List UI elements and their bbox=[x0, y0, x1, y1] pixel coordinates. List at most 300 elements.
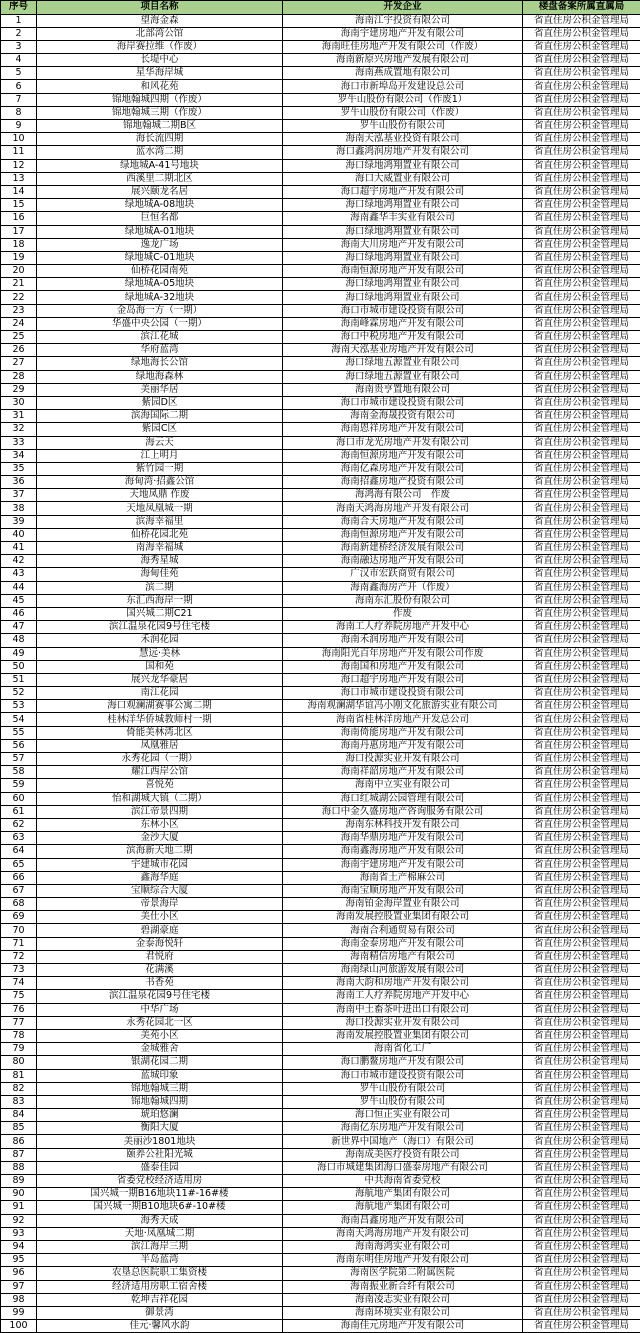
cell-project-name: 帝景海岸 bbox=[37, 898, 283, 911]
cell-index: 78 bbox=[1, 1029, 37, 1042]
cell-developer: 海南凌志实业有限公司 bbox=[283, 1293, 523, 1306]
cell-index: 39 bbox=[1, 515, 37, 528]
table-row bbox=[1, 225, 640, 238]
cell-bureau: 省直住房公积金管理局 bbox=[523, 1320, 640, 1333]
cell-project-name: 永秀花园北一区 bbox=[37, 1016, 283, 1029]
cell-bureau: 省直住房公积金管理局 bbox=[523, 634, 640, 647]
table-row bbox=[1, 476, 640, 489]
cell-index: 91 bbox=[1, 1201, 37, 1214]
cell-developer: 海南禾润房地产开发有限公司 bbox=[283, 634, 523, 647]
table-row bbox=[1, 858, 640, 871]
cell-bureau: 省直住房公积金管理局 bbox=[523, 1293, 640, 1306]
cell-developer: 海口市新埠岛开发建设总公司 bbox=[283, 80, 523, 93]
cell-project-name: 望海金森 bbox=[37, 14, 283, 27]
cell-index: 21 bbox=[1, 278, 37, 291]
table-row bbox=[1, 159, 640, 172]
table-row bbox=[1, 120, 640, 133]
cell-project-name: 滨二期 bbox=[37, 581, 283, 594]
table-row bbox=[1, 542, 640, 555]
table-row bbox=[1, 1201, 640, 1214]
cell-index: 97 bbox=[1, 1280, 37, 1293]
cell-developer: 海南天鸿海房地产开发有限公司 bbox=[283, 1227, 523, 1240]
cell-project-name: 倚能美林湾北区 bbox=[37, 726, 283, 739]
table-row bbox=[1, 291, 640, 304]
cell-developer: 海口鹏鳌房地产开发有限公司 bbox=[283, 1056, 523, 1069]
cell-bureau: 省直住房公积金管理局 bbox=[523, 331, 640, 344]
cell-bureau: 省直住房公积金管理局 bbox=[523, 146, 640, 159]
table-row bbox=[1, 1188, 640, 1201]
cell-index: 82 bbox=[1, 1082, 37, 1095]
cell-project-name: 展兴颐龙名居 bbox=[37, 185, 283, 198]
cell-developer: 海南恒源房地产开发有限公司 bbox=[283, 265, 523, 278]
table-row bbox=[1, 14, 640, 27]
cell-index: 50 bbox=[1, 660, 37, 673]
header-developer: 开发企业 bbox=[283, 1, 523, 15]
cell-project-name: 佳元·馨风水韵 bbox=[37, 1320, 283, 1333]
cell-bureau: 省直住房公积金管理局 bbox=[523, 225, 640, 238]
cell-bureau: 省直住房公积金管理局 bbox=[523, 687, 640, 700]
cell-index: 44 bbox=[1, 581, 37, 594]
table-body bbox=[1, 14, 640, 1333]
cell-project-name: 海长流四期 bbox=[37, 133, 283, 146]
cell-bureau: 省直住房公积金管理局 bbox=[523, 449, 640, 462]
cell-developer: 海南东明佳房地产开发有限公司 bbox=[283, 1254, 523, 1267]
cell-index: 3 bbox=[1, 40, 37, 53]
cell-developer: 海鸿海有限公司 作废 bbox=[283, 489, 523, 502]
table-row bbox=[1, 331, 640, 344]
cell-project-name: 西溪里二期北区 bbox=[37, 172, 283, 185]
table-row bbox=[1, 410, 640, 423]
cell-bureau: 省直住房公积金管理局 bbox=[523, 476, 640, 489]
cell-index: 71 bbox=[1, 937, 37, 950]
cell-index: 53 bbox=[1, 700, 37, 713]
cell-bureau: 省直住房公积金管理局 bbox=[523, 990, 640, 1003]
cell-project-name: 金沙大厦 bbox=[37, 832, 283, 845]
cell-index: 100 bbox=[1, 1320, 37, 1333]
cell-index: 55 bbox=[1, 726, 37, 739]
cell-project-name: 书香苑 bbox=[37, 977, 283, 990]
table-row bbox=[1, 449, 640, 462]
table-row bbox=[1, 304, 640, 317]
table-row bbox=[1, 528, 640, 541]
cell-developer: 海口绿地鸿翔置业有限公司 bbox=[283, 159, 523, 172]
cell-project-name: 绿地城A-05地块 bbox=[37, 278, 283, 291]
cell-developer: 海南祥韶房地产开发有限公司 bbox=[283, 766, 523, 779]
cell-project-name: 海岸赛拉维（作废） bbox=[37, 40, 283, 53]
cell-developer: 海口绿地鸿翔置业有限公司 bbox=[283, 291, 523, 304]
table-row bbox=[1, 766, 640, 779]
cell-index: 14 bbox=[1, 185, 37, 198]
cell-index: 38 bbox=[1, 502, 37, 515]
cell-index: 54 bbox=[1, 713, 37, 726]
cell-index: 16 bbox=[1, 212, 37, 225]
table-row bbox=[1, 396, 640, 409]
cell-index: 99 bbox=[1, 1306, 37, 1319]
table-row bbox=[1, 317, 640, 330]
table-row bbox=[1, 1056, 640, 1069]
cell-developer: 海南省化工厂 bbox=[283, 1043, 523, 1056]
cell-developer: 海南旺佳房地产开发有限公司（作废） bbox=[283, 40, 523, 53]
cell-project-name: 天地凤鼎 作废 bbox=[37, 489, 283, 502]
cell-developer: 海口中金久盛房地产咨询服务有限公司 bbox=[283, 805, 523, 818]
cell-developer: 海南省土产棉麻公司 bbox=[283, 871, 523, 884]
table-row bbox=[1, 607, 640, 620]
cell-developer: 海口绿地鸿翔置业有限公司 bbox=[283, 225, 523, 238]
cell-index: 76 bbox=[1, 1003, 37, 1016]
table-row bbox=[1, 357, 640, 370]
cell-index: 79 bbox=[1, 1043, 37, 1056]
cell-developer: 海南倚能房地产开发有限公司 bbox=[283, 726, 523, 739]
cell-index: 73 bbox=[1, 964, 37, 977]
cell-developer: 海口恒正实业有限公司 bbox=[283, 1109, 523, 1122]
cell-bureau: 省直住房公积金管理局 bbox=[523, 1003, 640, 1016]
cell-developer: 海口市城市建设投资有限公司 bbox=[283, 1069, 523, 1082]
cell-bureau: 省直住房公积金管理局 bbox=[523, 594, 640, 607]
cell-bureau: 省直住房公积金管理局 bbox=[523, 67, 640, 80]
table-row bbox=[1, 1175, 640, 1188]
cell-project-name: 紫园D区 bbox=[37, 396, 283, 409]
cell-index: 72 bbox=[1, 950, 37, 963]
cell-bureau: 省直住房公积金管理局 bbox=[523, 1056, 640, 1069]
cell-index: 85 bbox=[1, 1122, 37, 1135]
cell-bureau: 省直住房公积金管理局 bbox=[523, 673, 640, 686]
table-row bbox=[1, 594, 640, 607]
cell-developer: 海口鑫鸿润房地产开发有限公司 bbox=[283, 146, 523, 159]
header-project-name: 项目名称 bbox=[37, 1, 283, 15]
cell-index: 74 bbox=[1, 977, 37, 990]
cell-bureau: 省直住房公积金管理局 bbox=[523, 515, 640, 528]
cell-bureau: 省直住房公积金管理局 bbox=[523, 120, 640, 133]
cell-project-name: 天地凤凰城一期 bbox=[37, 502, 283, 515]
cell-index: 42 bbox=[1, 555, 37, 568]
cell-project-name: 滨江温泉花园9号住宅楼 bbox=[37, 621, 283, 634]
cell-developer: 中共海南省委党校 bbox=[283, 1175, 523, 1188]
cell-project-name: 美仕小区 bbox=[37, 911, 283, 924]
cell-project-name: 东汇西海岸一期 bbox=[37, 594, 283, 607]
cell-developer: 海南华鼎房地产开发有限公司 bbox=[283, 832, 523, 845]
cell-project-name: 海甸湾·招鑫公馆 bbox=[37, 476, 283, 489]
cell-bureau: 省直住房公积金管理局 bbox=[523, 1227, 640, 1240]
cell-developer: 广汉市宏跃商贸有限公司 bbox=[283, 568, 523, 581]
cell-index: 49 bbox=[1, 647, 37, 660]
table-row bbox=[1, 1280, 640, 1293]
cell-bureau: 省直住房公积金管理局 bbox=[523, 1254, 640, 1267]
cell-developer: 海南丹惠房地产开发有限公司 bbox=[283, 739, 523, 752]
cell-developer: 海南绿山河旅游发展有限公司 bbox=[283, 964, 523, 977]
cell-bureau: 省直住房公积金管理局 bbox=[523, 792, 640, 805]
cell-developer: 海南工人疗养院房地产开发中心 bbox=[283, 621, 523, 634]
cell-index: 80 bbox=[1, 1056, 37, 1069]
cell-index: 15 bbox=[1, 199, 37, 212]
cell-project-name: 颐养公社阳光城 bbox=[37, 1148, 283, 1161]
cell-project-name: 海秀天成 bbox=[37, 1214, 283, 1227]
cell-project-name: 绿地城A-32地块 bbox=[37, 291, 283, 304]
cell-index: 89 bbox=[1, 1175, 37, 1188]
cell-index: 5 bbox=[1, 67, 37, 80]
cell-bureau: 省直住房公积金管理局 bbox=[523, 304, 640, 317]
cell-bureau: 省直住房公积金管理局 bbox=[523, 357, 640, 370]
cell-project-name: 南江花园 bbox=[37, 687, 283, 700]
cell-developer: 海口市龙光房地产开发有限公司 bbox=[283, 436, 523, 449]
table-row bbox=[1, 133, 640, 146]
cell-bureau: 省直住房公积金管理局 bbox=[523, 1214, 640, 1227]
cell-developer: 海口大威置业有限公司 bbox=[283, 172, 523, 185]
cell-developer: 海南天泓基业投资有限公司 bbox=[283, 133, 523, 146]
table-row bbox=[1, 1016, 640, 1029]
table-row bbox=[1, 964, 640, 977]
cell-bureau: 省直住房公积金管理局 bbox=[523, 1306, 640, 1319]
cell-developer: 海航地产集团有限公司 bbox=[283, 1201, 523, 1214]
cell-developer: 海口绿地鸿翔置业有限公司 bbox=[283, 278, 523, 291]
cell-developer: 海口投源实业开发有限公司 bbox=[283, 753, 523, 766]
cell-developer: 海南宇建房地产开发有限公司 bbox=[283, 27, 523, 40]
cell-project-name: 禾润花园 bbox=[37, 634, 283, 647]
table-row bbox=[1, 911, 640, 924]
table-row bbox=[1, 502, 640, 515]
cell-index: 69 bbox=[1, 911, 37, 924]
cell-developer: 海南融达房地产开发有限公司 bbox=[283, 555, 523, 568]
cell-bureau: 省直住房公积金管理局 bbox=[523, 1280, 640, 1293]
cell-index: 66 bbox=[1, 871, 37, 884]
cell-developer: 海口绿地鸿翔置业有限公司 bbox=[283, 251, 523, 264]
cell-index: 65 bbox=[1, 858, 37, 871]
cell-project-name: 经济适用房职工宿舍楼 bbox=[37, 1280, 283, 1293]
cell-project-name: 美苑小区 bbox=[37, 1029, 283, 1042]
cell-bureau: 省直住房公积金管理局 bbox=[523, 607, 640, 620]
table-row bbox=[1, 924, 640, 937]
cell-index: 87 bbox=[1, 1148, 37, 1161]
table-row bbox=[1, 792, 640, 805]
cell-developer: 海口绿地五源置业有限公司 bbox=[283, 370, 523, 383]
table-row bbox=[1, 383, 640, 396]
cell-bureau: 省直住房公积金管理局 bbox=[523, 964, 640, 977]
table-row bbox=[1, 106, 640, 119]
table-row bbox=[1, 27, 640, 40]
cell-project-name: 巨恒名都 bbox=[37, 212, 283, 225]
cell-bureau: 省直住房公积金管理局 bbox=[523, 436, 640, 449]
cell-developer: 罗牛山股份有限公司 bbox=[283, 120, 523, 133]
table-row bbox=[1, 845, 640, 858]
cell-index: 61 bbox=[1, 805, 37, 818]
cell-developer: 海南发展控股置业集团有限公司 bbox=[283, 1029, 523, 1042]
cell-bureau: 省直住房公积金管理局 bbox=[523, 898, 640, 911]
cell-project-name: 蓝水湾二期 bbox=[37, 146, 283, 159]
cell-index: 28 bbox=[1, 370, 37, 383]
cell-developer: 海南阳光百年房地产开发有限公司作废 bbox=[283, 647, 523, 660]
table-row bbox=[1, 871, 640, 884]
cell-project-name: 桂林洋华侨城教师村一期 bbox=[37, 713, 283, 726]
cell-developer: 海南环境实业有限公司 bbox=[283, 1306, 523, 1319]
cell-index: 94 bbox=[1, 1240, 37, 1253]
cell-bureau: 省直住房公积金管理局 bbox=[523, 528, 640, 541]
cell-project-name: 展兴龙华豪居 bbox=[37, 673, 283, 686]
cell-index: 23 bbox=[1, 304, 37, 317]
cell-developer: 海南精信房地产有限公司 bbox=[283, 950, 523, 963]
cell-developer: 海口超宇房地产开发有限公司 bbox=[283, 185, 523, 198]
cell-index: 52 bbox=[1, 687, 37, 700]
cell-project-name: 滨江帝景四期 bbox=[37, 805, 283, 818]
cell-developer: 海南成美医疗投资有限公司 bbox=[283, 1148, 523, 1161]
cell-index: 63 bbox=[1, 832, 37, 845]
cell-bureau: 省直住房公积金管理局 bbox=[523, 713, 640, 726]
table-row bbox=[1, 673, 640, 686]
cell-project-name: 锦地翰城三期 bbox=[37, 1082, 283, 1095]
cell-bureau: 省直住房公积金管理局 bbox=[523, 884, 640, 897]
table-row bbox=[1, 1109, 640, 1122]
table-row bbox=[1, 80, 640, 93]
table-row bbox=[1, 199, 640, 212]
table-row bbox=[1, 185, 640, 198]
cell-project-name: 紫竹园一期 bbox=[37, 462, 283, 475]
cell-index: 60 bbox=[1, 792, 37, 805]
cell-bureau: 省直住房公积金管理局 bbox=[523, 568, 640, 581]
cell-bureau: 省直住房公积金管理局 bbox=[523, 660, 640, 673]
table-row bbox=[1, 832, 640, 845]
table-row bbox=[1, 660, 640, 673]
cell-project-name: 半岛蓝湾 bbox=[37, 1254, 283, 1267]
cell-project-name: 绿地海森林 bbox=[37, 370, 283, 383]
cell-project-name: 华府蓝湾 bbox=[37, 344, 283, 357]
cell-index: 83 bbox=[1, 1095, 37, 1108]
cell-developer: 海南中立实业有限公司 bbox=[283, 779, 523, 792]
cell-index: 24 bbox=[1, 317, 37, 330]
cell-project-name: 国和苑 bbox=[37, 660, 283, 673]
cell-index: 8 bbox=[1, 106, 37, 119]
cell-bureau: 省直住房公积金管理局 bbox=[523, 185, 640, 198]
cell-index: 96 bbox=[1, 1267, 37, 1280]
cell-bureau: 省直住房公积金管理局 bbox=[523, 753, 640, 766]
table-row bbox=[1, 265, 640, 278]
cell-project-name: 美丽华居 bbox=[37, 383, 283, 396]
cell-bureau: 省直住房公积金管理局 bbox=[523, 845, 640, 858]
table-row bbox=[1, 172, 640, 185]
cell-project-name: 凤凰雅居 bbox=[37, 739, 283, 752]
cell-project-name: 衡阳大厦 bbox=[37, 1122, 283, 1135]
cell-developer: 海口市城市建设投资有限公司 bbox=[283, 304, 523, 317]
table-header-row bbox=[1, 1, 640, 15]
cell-bureau: 省直住房公积金管理局 bbox=[523, 1082, 640, 1095]
cell-index: 64 bbox=[1, 845, 37, 858]
cell-developer: 海口市城市建设投资有限公司 bbox=[283, 396, 523, 409]
cell-bureau: 省直住房公积金管理局 bbox=[523, 1016, 640, 1029]
cell-index: 84 bbox=[1, 1109, 37, 1122]
cell-index: 58 bbox=[1, 766, 37, 779]
cell-bureau: 省直住房公积金管理局 bbox=[523, 383, 640, 396]
cell-index: 48 bbox=[1, 634, 37, 647]
cell-bureau: 省直住房公积金管理局 bbox=[523, 766, 640, 779]
cell-index: 51 bbox=[1, 673, 37, 686]
table-row bbox=[1, 1254, 640, 1267]
table-row bbox=[1, 1069, 640, 1082]
cell-developer: 海南恩祥房地产开发有限公司 bbox=[283, 423, 523, 436]
cell-project-name: 锦地翰城四期 bbox=[37, 1095, 283, 1108]
cell-developer: 海南恒源房地产开发有限公司 bbox=[283, 528, 523, 541]
table-row bbox=[1, 568, 640, 581]
table-row bbox=[1, 818, 640, 831]
cell-bureau: 省直住房公积金管理局 bbox=[523, 462, 640, 475]
cell-bureau: 省直住房公积金管理局 bbox=[523, 647, 640, 660]
table-row bbox=[1, 1214, 640, 1227]
cell-project-name: 农垦总医院职工集资楼 bbox=[37, 1267, 283, 1280]
cell-bureau: 省直住房公积金管理局 bbox=[523, 212, 640, 225]
table-row bbox=[1, 581, 640, 594]
cell-index: 1 bbox=[1, 14, 37, 27]
cell-bureau: 省直住房公积金管理局 bbox=[523, 555, 640, 568]
cell-developer: 海南燕成置地有限公司 bbox=[283, 67, 523, 80]
table-row bbox=[1, 93, 640, 106]
cell-project-name: 怡和湖城大镇（二期） bbox=[37, 792, 283, 805]
cell-developer: 海口红城湖公园管理有限公司 bbox=[283, 792, 523, 805]
cell-index: 19 bbox=[1, 251, 37, 264]
cell-index: 17 bbox=[1, 225, 37, 238]
cell-project-name: 紫园C区 bbox=[37, 423, 283, 436]
cell-bureau: 省直住房公积金管理局 bbox=[523, 1240, 640, 1253]
cell-index: 12 bbox=[1, 159, 37, 172]
cell-project-name: 君悦府 bbox=[37, 950, 283, 963]
cell-index: 9 bbox=[1, 120, 37, 133]
cell-bureau: 省直住房公积金管理局 bbox=[523, 739, 640, 752]
cell-bureau: 省直住房公积金管理局 bbox=[523, 265, 640, 278]
cell-bureau: 省直住房公积金管理局 bbox=[523, 871, 640, 884]
cell-project-name: 和风花苑 bbox=[37, 80, 283, 93]
cell-bureau: 省直住房公积金管理局 bbox=[523, 291, 640, 304]
cell-index: 86 bbox=[1, 1135, 37, 1148]
cell-index: 10 bbox=[1, 133, 37, 146]
cell-project-name: 绿地城A-08地块 bbox=[37, 199, 283, 212]
cell-project-name: 北部湾公馆 bbox=[37, 27, 283, 40]
cell-developer: 海南峰霖房地产开发有限公司 bbox=[283, 317, 523, 330]
cell-project-name: 绿地城A-01地块 bbox=[37, 225, 283, 238]
cell-developer: 海南东林科技开发有限公司 bbox=[283, 818, 523, 831]
cell-bureau: 省直住房公积金管理局 bbox=[523, 779, 640, 792]
cell-index: 47 bbox=[1, 621, 37, 634]
table-row bbox=[1, 898, 640, 911]
table-row bbox=[1, 1306, 640, 1319]
table-row bbox=[1, 753, 640, 766]
cell-project-name: 长堤中心 bbox=[37, 54, 283, 67]
cell-index: 88 bbox=[1, 1161, 37, 1174]
cell-developer: 海南天鸿海房地产开发有限公司 bbox=[283, 502, 523, 515]
cell-project-name: 慧远·美林 bbox=[37, 647, 283, 660]
table-row bbox=[1, 251, 640, 264]
cell-index: 98 bbox=[1, 1293, 37, 1306]
cell-index: 46 bbox=[1, 607, 37, 620]
table-row bbox=[1, 687, 640, 700]
cell-bureau: 省直住房公积金管理局 bbox=[523, 40, 640, 53]
cell-index: 4 bbox=[1, 54, 37, 67]
cell-bureau: 省直住房公积金管理局 bbox=[523, 1148, 640, 1161]
cell-bureau: 省直住房公积金管理局 bbox=[523, 805, 640, 818]
table-row bbox=[1, 990, 640, 1003]
cell-bureau: 省直住房公积金管理局 bbox=[523, 172, 640, 185]
cell-bureau: 省直住房公积金管理局 bbox=[523, 542, 640, 555]
cell-bureau: 省直住房公积金管理局 bbox=[523, 858, 640, 871]
header-bureau: 楼盘备案所属直属局 bbox=[523, 1, 640, 15]
cell-developer: 海南观澜湖华谊冯小刚文化旅游实业有限公司 bbox=[283, 700, 523, 713]
cell-index: 34 bbox=[1, 449, 37, 462]
cell-developer: 海南医学院第二附属医院 bbox=[283, 1267, 523, 1280]
cell-project-name: 国兴城一期B10地块6#-10#楼 bbox=[37, 1201, 283, 1214]
cell-developer: 海南工人疗养院房地产开发中心 bbox=[283, 990, 523, 1003]
cell-bureau: 省直住房公积金管理局 bbox=[523, 977, 640, 990]
cell-bureau: 省直住房公积金管理局 bbox=[523, 581, 640, 594]
cell-project-name: 金泰海悦轩 bbox=[37, 937, 283, 950]
cell-index: 33 bbox=[1, 436, 37, 449]
cell-project-name: 绿地海长公馆 bbox=[37, 357, 283, 370]
cell-bureau: 省直住房公积金管理局 bbox=[523, 251, 640, 264]
cell-project-name: 滨江温泉花园9号住宅楼 bbox=[37, 990, 283, 1003]
cell-project-name: 喜悦苑 bbox=[37, 779, 283, 792]
